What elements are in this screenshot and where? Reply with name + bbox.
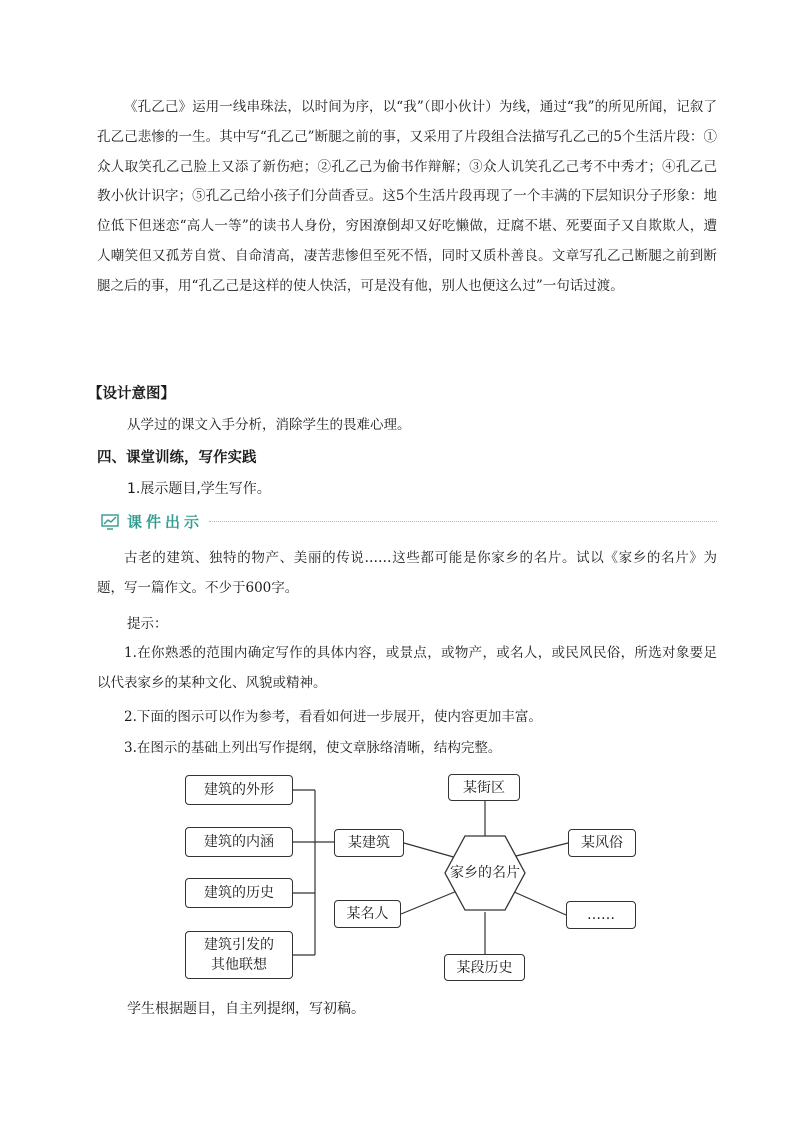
- design-intent-text: 从学过的课文入手分析，消除学生的畏难心理。: [127, 417, 411, 433]
- node-building-history: 建筑的历史: [185, 878, 293, 908]
- courseware-label: 课件出示: [127, 513, 204, 531]
- node-building-connotation: 建筑的内涵: [185, 827, 293, 857]
- hint-2: 2.下面的图示可以作为参考，看看如何进一步展开，使内容更加丰富。: [124, 709, 542, 725]
- node-more: ……: [566, 901, 636, 929]
- section-heading: 四、课堂训练，写作实践: [97, 450, 257, 466]
- node-building-exterior: 建筑的外形: [185, 775, 293, 805]
- node-history: 某段历史: [444, 954, 525, 981]
- node-building: 某建筑: [334, 829, 404, 857]
- step-1-text: 1.展示题目,学生写作。: [127, 481, 271, 497]
- closing-text: 学生根据题目，自主列提纲，写初稿。: [127, 1001, 365, 1017]
- hint-label: 提示：: [127, 616, 168, 632]
- hint-3: 3.在图示的基础上列出写作提纲，使文章脉络清晰，结构完整。: [124, 740, 502, 756]
- hint-1: 1.在你熟悉的范围内确定写作的具体内容，或景点，或物产，或名人，或民风民俗，所选对象要足以代表家乡的某种文化、风貌或精神。: [97, 645, 717, 691]
- center-label: 家乡的名片: [450, 865, 520, 881]
- node-person: 某名人: [334, 900, 401, 928]
- design-intent-heading: 【设计意图】: [88, 386, 175, 402]
- node-building-associations: 建筑引发的其他联想: [185, 931, 293, 979]
- node-custom: 某风俗: [568, 829, 636, 857]
- essay-prompt: 古老的建筑、独特的物产、美丽的传说……这些都可能是你家乡的名片。试以《家乡的名片》为题，写一篇作文。不少于600字。: [97, 550, 717, 596]
- node-street: 某街区: [448, 774, 520, 801]
- analysis-paragraph: 《孔乙己》运用一线串珠法，以时间为序，以“我”（即小伙计）为线，通过“我”的所见所闻，记叙了孔乙己悲惨的一生。其中写“孔乙己”断腿之前的事，又采用了片段组合法描写孔乙己的5个生活片段：①众人取笑孔乙己脸上又添了新伤疤；②孔乙己为偷书作辩解；③众人讥笑孔乙己考不中秀才；④孔乙己教小伙计识字；⑤孔乙己给小孩子们分茴香豆。这5个生活片段再现了一个丰满的下层知识分子形象：地位低下但迷恋“高人一等”的读书人身份，穷困潦倒却又好吃懒做，迂腐不堪、死要面子又自欺欺人，遭人嘲笑但又孤芳自赏、自命清高，凄苦悲惨但至死不悟，同时又质朴善良。文章写孔乙己断腿之前到断腿之后的事，用“孔乙己是这样的使人快活，可是没有他，别人也便这么过”一句话过渡。: [97, 99, 717, 294]
